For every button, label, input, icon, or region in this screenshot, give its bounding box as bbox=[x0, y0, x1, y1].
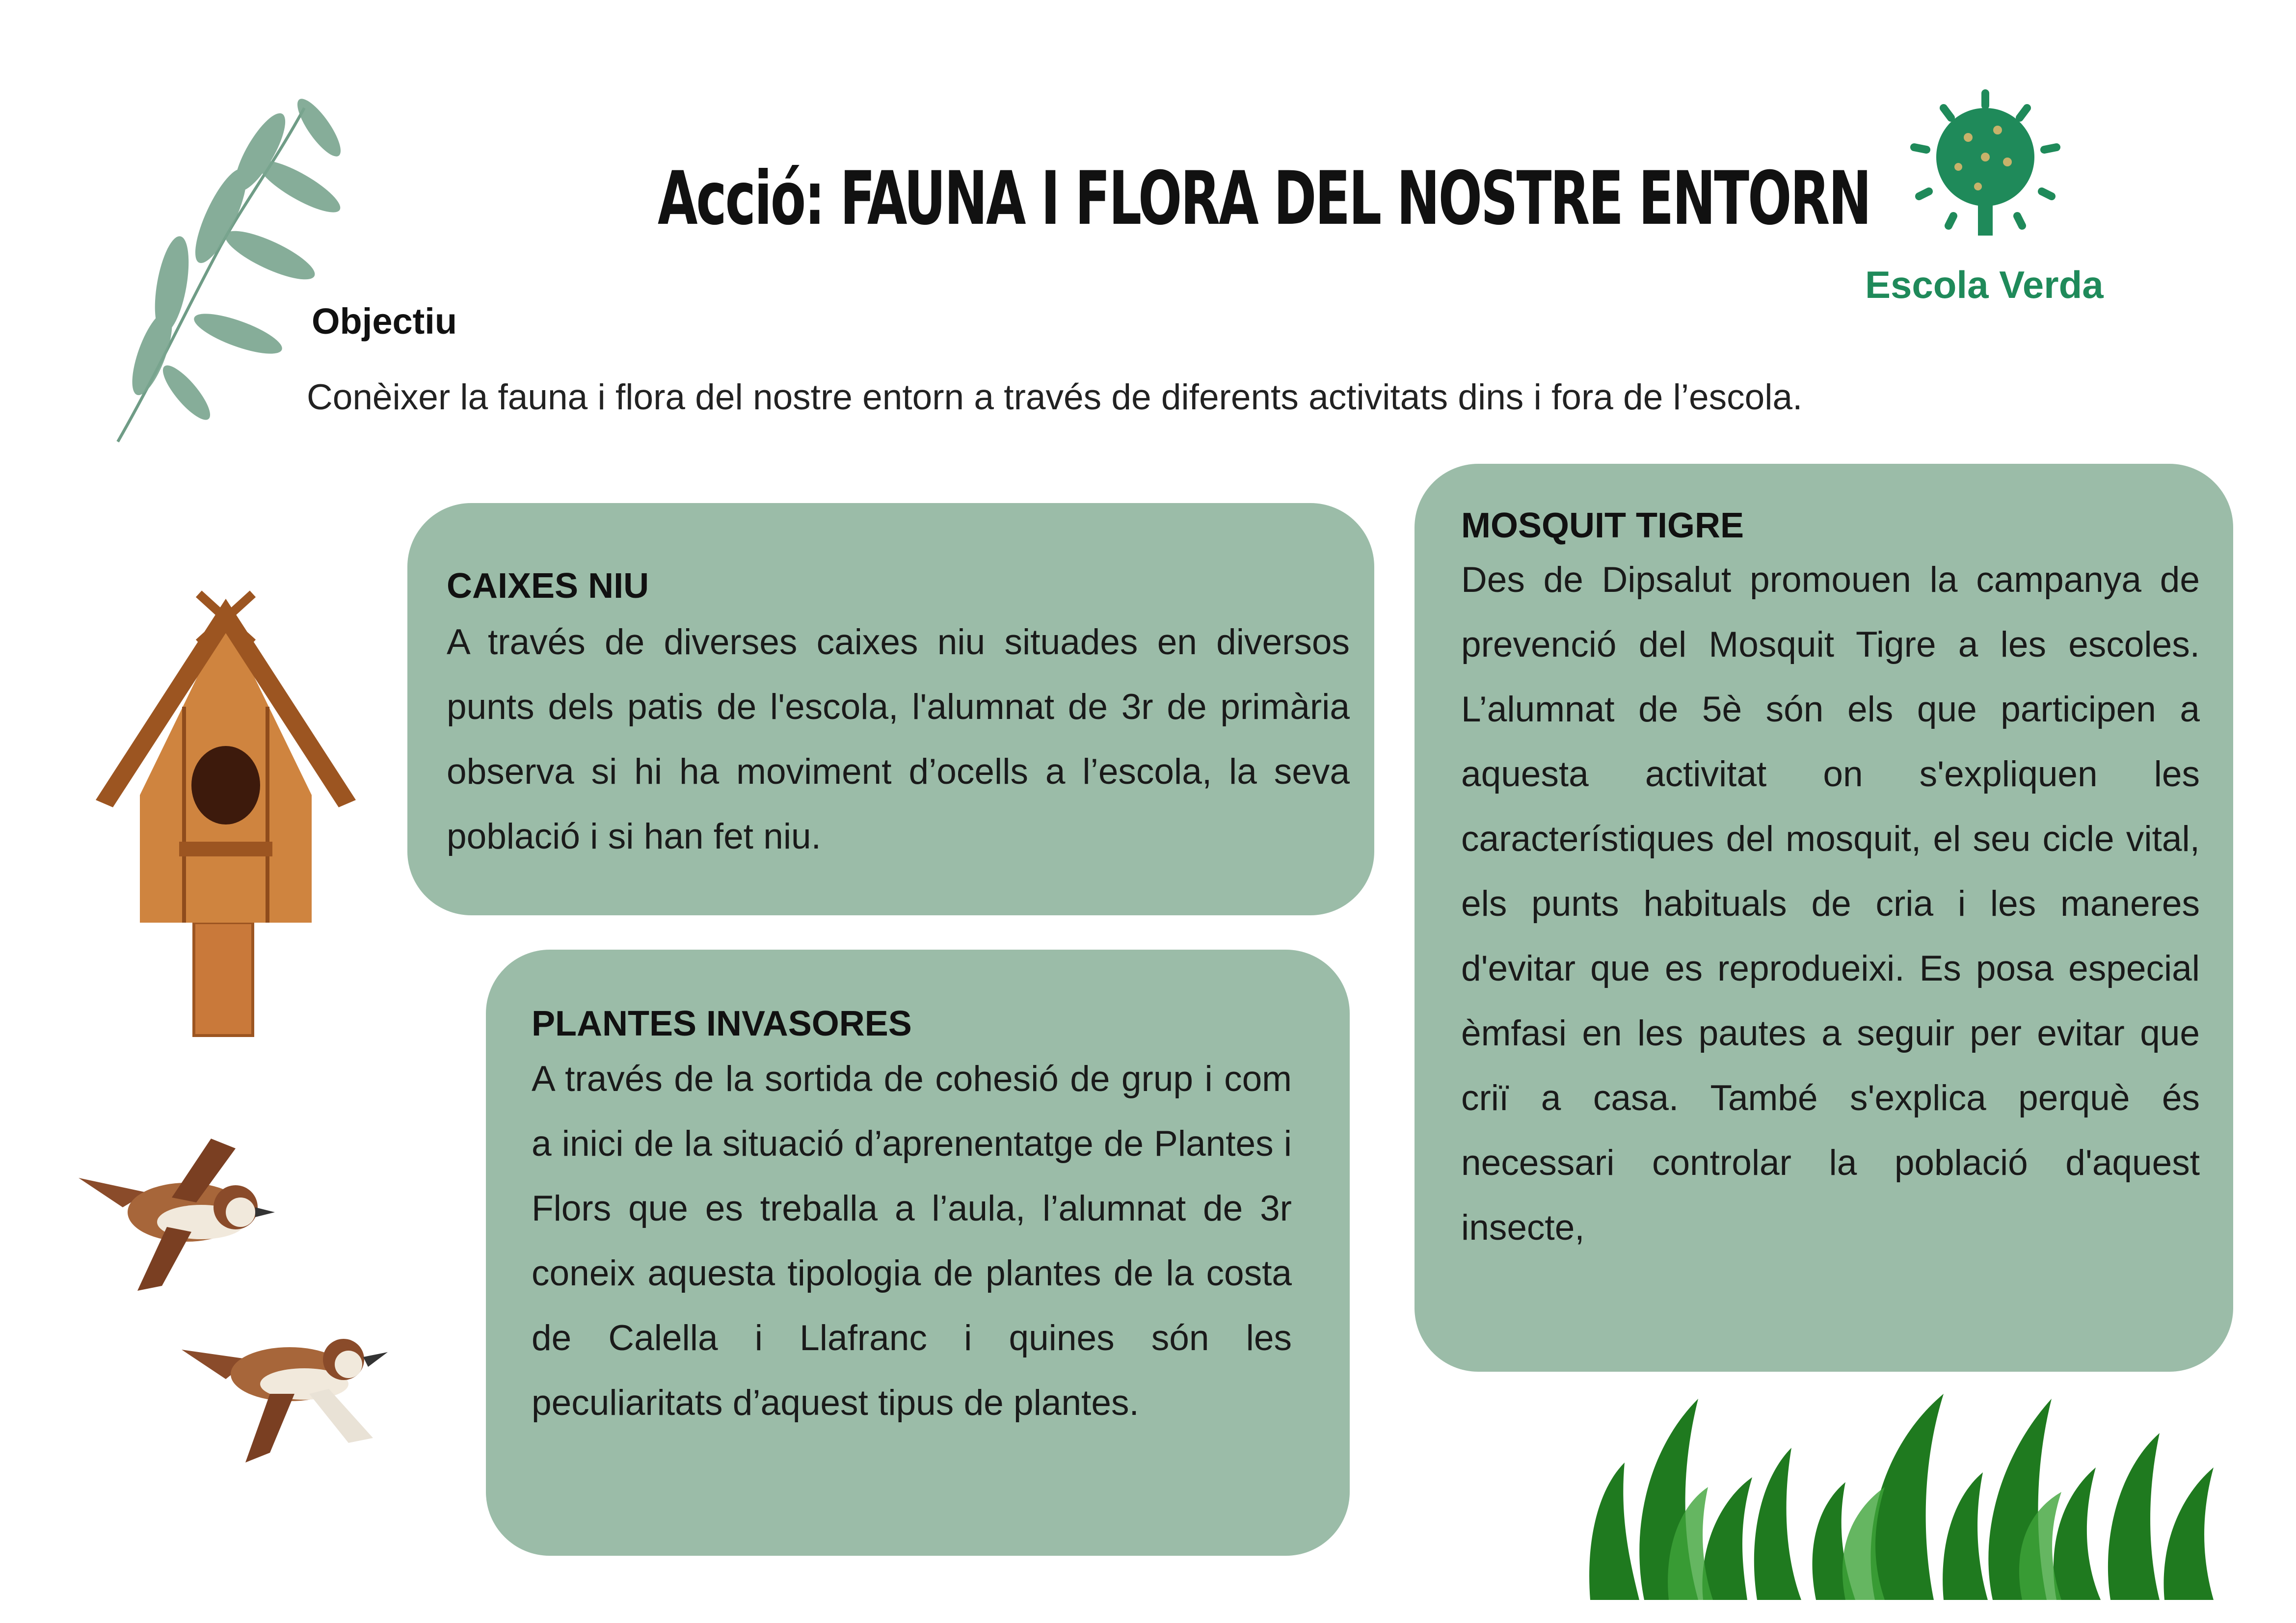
card-mosquit-tigre-text: Des de Dipsalut promouen la campanya de prevenció del Mosquit Tigre a les escoles. L’alumnat de 5è són els que participen a aquesta activitat on s'expliquen les característiques del mosquit, el seu cicle vital, els punts habituals de cria i les maneres d'evitar que es reprodueixi. Es posa especial èmfasi en les pautes a seguir per evitar que criï a casa. També s'explica perquè és necessari controlar la població d'aquest insecte, bbox=[1461, 560, 2200, 1248]
card-mosquit-tigre bbox=[1415, 464, 2233, 1372]
card-caixes-niu-title: CAIXES NIU bbox=[447, 566, 649, 606]
card-caixes-niu-text: A través de diverses caixes niu situades en diversos punts dels patis de l'escola, l'alumnat de 3r de primària observa si hi ha moviment d’ocells a l’escola, la seva població i si han fet niu. bbox=[447, 622, 1350, 856]
page-title: Acció: FAUNA I FLORA DEL NOSTRE ENTORN bbox=[658, 156, 1870, 241]
card-mosquit-tigre-title: MOSQUIT TIGRE bbox=[1461, 506, 1744, 545]
card-plantes-invasores-text: A través de la sortida de cohesió de grup i com a inici de la situació d’aprenentatge de Plantes i Flors que es treballa a l’aula, l’alumnat de 3r coneix aquesta tipologia de plantes de la costa de Calella i Llafranc i quines són les peculiaritats d’aquest tipus de plantes. bbox=[532, 1059, 1292, 1423]
logo-text: Escola Verda bbox=[1865, 263, 2104, 306]
tree-logo-icon bbox=[1899, 88, 2076, 245]
birdhouse-icon bbox=[86, 589, 366, 1040]
card-caixes-niu bbox=[407, 503, 1374, 915]
sparrows-icon bbox=[74, 1129, 417, 1472]
card-plantes-invasores-title: PLANTES INVASORES bbox=[532, 1004, 912, 1043]
grass-icon bbox=[1571, 1389, 2238, 1600]
objective-text: Conèixer la fauna i flora del nostre entorn a través de diferents activitats dins i fora de l’escola. bbox=[307, 377, 1803, 417]
objective-label: Objectiu bbox=[312, 301, 457, 342]
card-plantes-invasores bbox=[486, 950, 1350, 1556]
